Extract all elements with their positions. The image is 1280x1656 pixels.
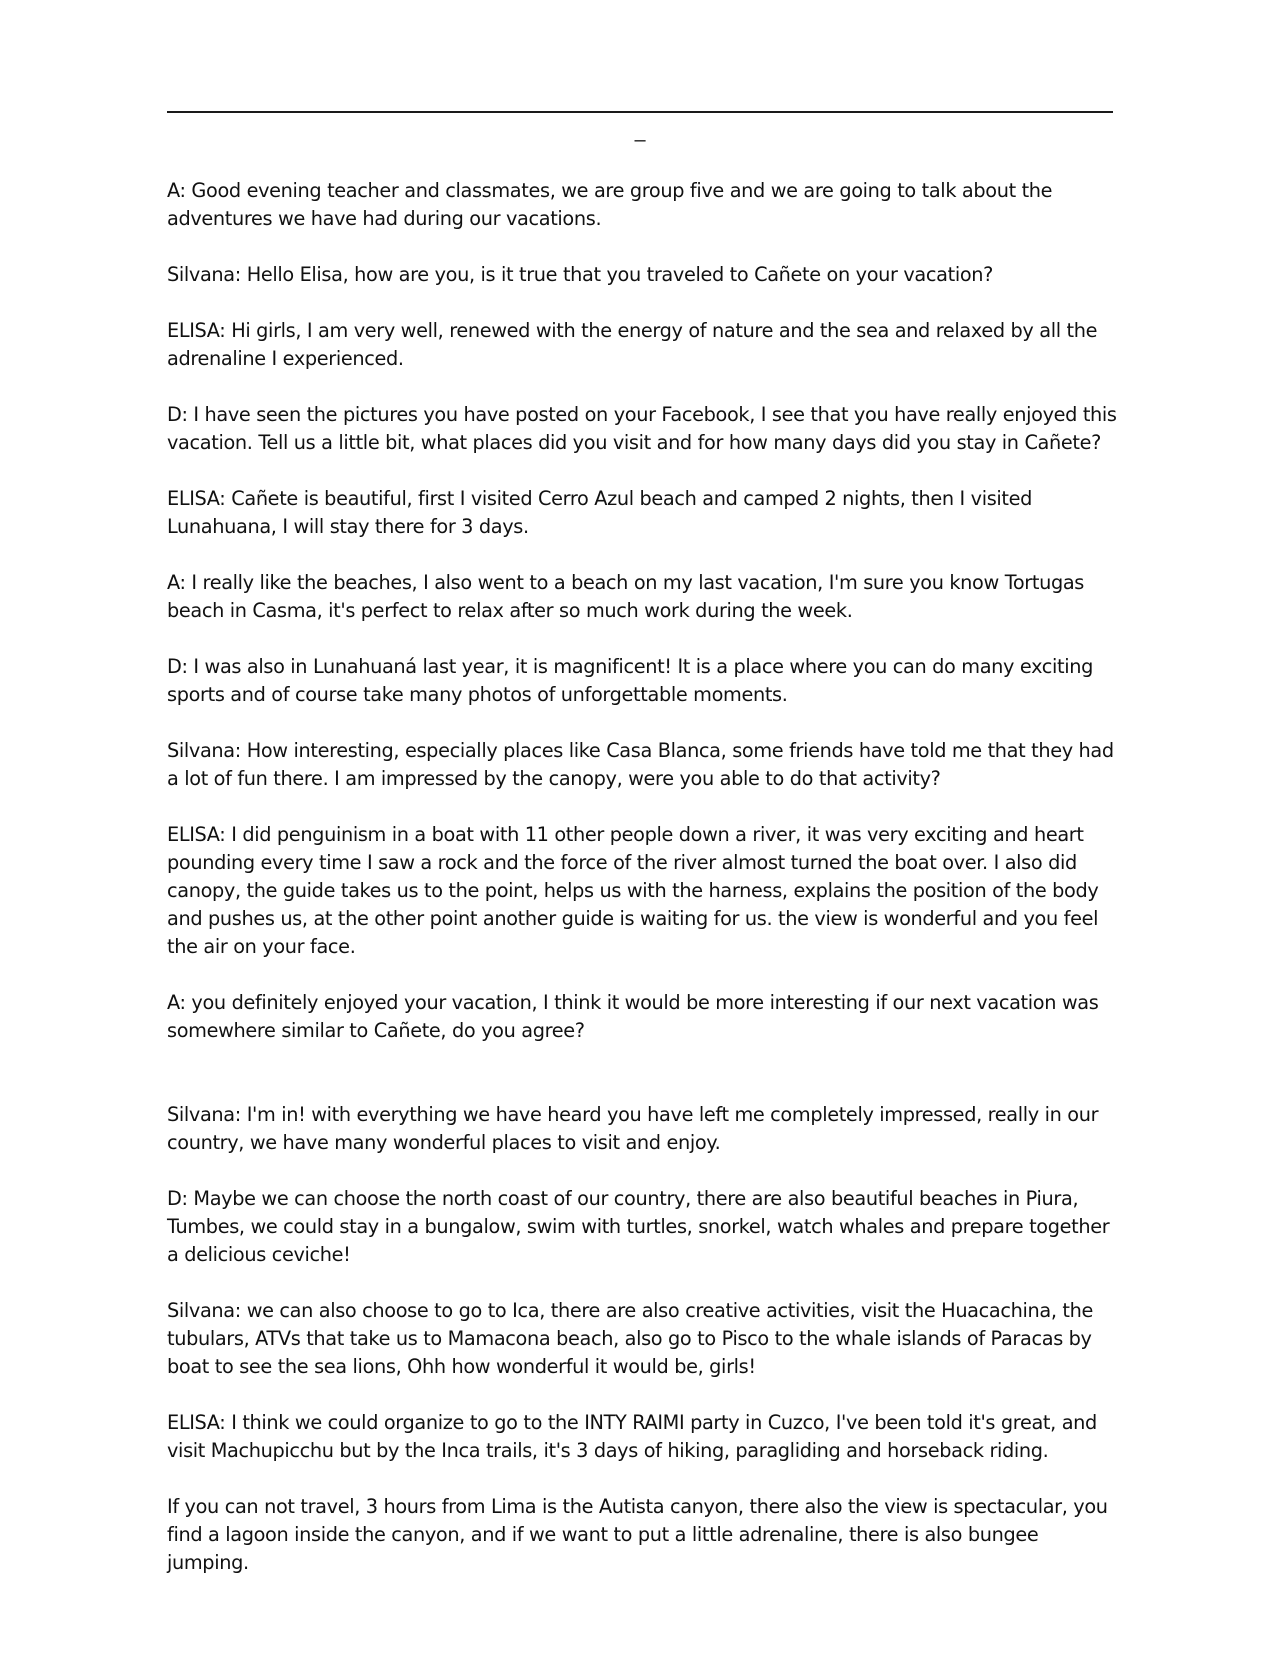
paragraph-d-facebook: D: I have seen the pictures you have posted on your Facebook, I see that you have really enjoyed this vacation. Tell us a little bit, what places did you visit and for how many days did you stay in Cañete? (167, 403, 1117, 454)
paragraph-elisa-cuzco: ELISA: I think we could organize to go to the INTY RAIMI party in Cuzco, I've been told it's great, and visit Machupicchu but by the Inca trails, it's 3 days of hiking, paragliding and horseback riding. (167, 1411, 1097, 1462)
paragraph-silvana-canopy: Silvana: How interesting, especially places like Casa Blanca, some friends have told me that they had a lot of fun there. I am impressed by the canopy, were you able to do that activity? (167, 739, 1114, 790)
paragraph-a-next-vacation: A: you definitely enjoyed your vacation, I think it would be more interesting if our next vacation was somewhere similar to Cañete, do you agree? (167, 991, 1099, 1042)
paragraph-elisa-canete: ELISA: Cañete is beautiful, first I visited Cerro Azul beach and camped 2 nights, then I visited Lunahuana, I will stay there for 3 days. (167, 487, 1033, 538)
paragraph-elisa-rafting: ELISA: I did penguinism in a boat with 11 other people down a river, it was very exciting and heart pounding every time I saw a rock and the force of the river almost turned the boat over. I also did canopy, the guide takes us to the point, helps us with the harness, explains the position of the body and pushes us, at the other point another guide is waiting for us. the view is wonderful and you feel the air on your face. (167, 823, 1099, 958)
header-rule (167, 111, 1113, 113)
paragraph-d-lunahuana: D: I was also in Lunahuaná last year, it is magnificent! It is a place where you can do many exciting sports and of course take many photos of unforgettable moments. (167, 655, 1094, 706)
paragraph-silvana-question: Silvana: Hello Elisa, how are you, is it true that you traveled to Cañete on your vacation? (167, 263, 994, 286)
paragraph-group-intro: A: Good evening teacher and classmates, we are group five and we are going to talk about the adventures we have had during our vacations. (167, 179, 1053, 230)
paragraph-autisha-canyon: If you can not travel, 3 hours from Lima is the Autista canyon, there also the view is spectacular, you find a lagoon inside the canyon, and if we want to put a little adrenaline, there is also bungee jumping. (167, 1495, 1108, 1574)
paragraph-silvana-agree: Silvana: I'm in! with everything we have heard you have left me completely impressed, really in our country, we have many wonderful places to visit and enjoy. (167, 1103, 1099, 1154)
paragraph-elisa-greeting: ELISA: Hi girls, I am very well, renewed with the energy of nature and the sea and relaxed by all the adrenaline I experienced. (167, 319, 1098, 370)
dialogue-body (167, 177, 1117, 1605)
paragraph-silvana-ica: Silvana: we can also choose to go to Ica, there are also creative activities, visit the Huacachina, the tubulars, ATVs that take us to Mamacona beach, also go to Pisco to the whale islands of Paracas by boat to see the sea lions, Ohh how wonderful it would be, girls! (167, 1299, 1093, 1378)
header-dash: – (634, 129, 646, 151)
paragraph-a-beaches: A: I really like the beaches, I also went to a beach on my last vacation, I'm sure you know Tortugas beach in Casma, it's perfect to relax after so much work during the week. (167, 571, 1084, 622)
paragraph-d-north-coast: D: Maybe we can choose the north coast of our country, there are also beautiful beaches in Piura, Tumbes, we could stay in a bungalow, swim with turtles, snorkel, watch whales and prepare together a delicious ceviche! (167, 1187, 1110, 1266)
